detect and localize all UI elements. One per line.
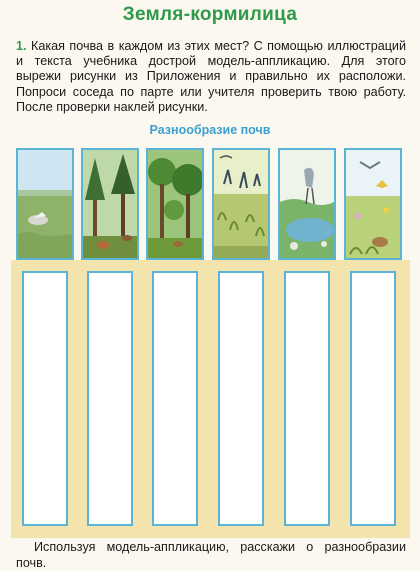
picture-taiga — [81, 148, 139, 260]
picture-tundra — [16, 148, 74, 260]
picture-wetland — [278, 148, 336, 260]
picture-mixed-forest — [146, 148, 204, 260]
cutout-slot-4[interactable] — [218, 271, 264, 526]
wetland-icon — [280, 150, 334, 258]
cutout-slot-5[interactable] — [284, 271, 330, 526]
picture-steppe — [212, 148, 270, 260]
cutout-slot-1[interactable] — [22, 271, 68, 526]
cutout-slot-3[interactable] — [152, 271, 198, 526]
cutout-slot-2[interactable] — [87, 271, 133, 526]
steppe-icon — [214, 150, 268, 258]
page-title: Земля-кормилица — [122, 4, 298, 25]
taiga-forest-icon — [83, 150, 137, 258]
section-subtitle: Разнообразие почв — [149, 123, 271, 137]
bottom-instruction: Используя модель-аппликацию, расскажи о разнообразии почв. — [16, 540, 406, 570]
task-number: 1. — [16, 39, 27, 53]
task-body: Какая почва в каждом из этих мест? С помощью иллюстраций и текста учебника дострой модель-аппликацию. Для этого вырежи рисунки из Приложения и правильно их расположи. Попроси соседа по парте или учителя проверить твою работу. После проверки наклей рисунки. — [16, 39, 406, 114]
cutout-slot-6[interactable] — [350, 271, 396, 526]
mixed-forest-icon — [148, 150, 202, 258]
meadow-icon — [346, 150, 400, 258]
picture-meadow — [344, 148, 402, 260]
task-text — [16, 39, 406, 115]
tundra-icon — [18, 150, 72, 258]
